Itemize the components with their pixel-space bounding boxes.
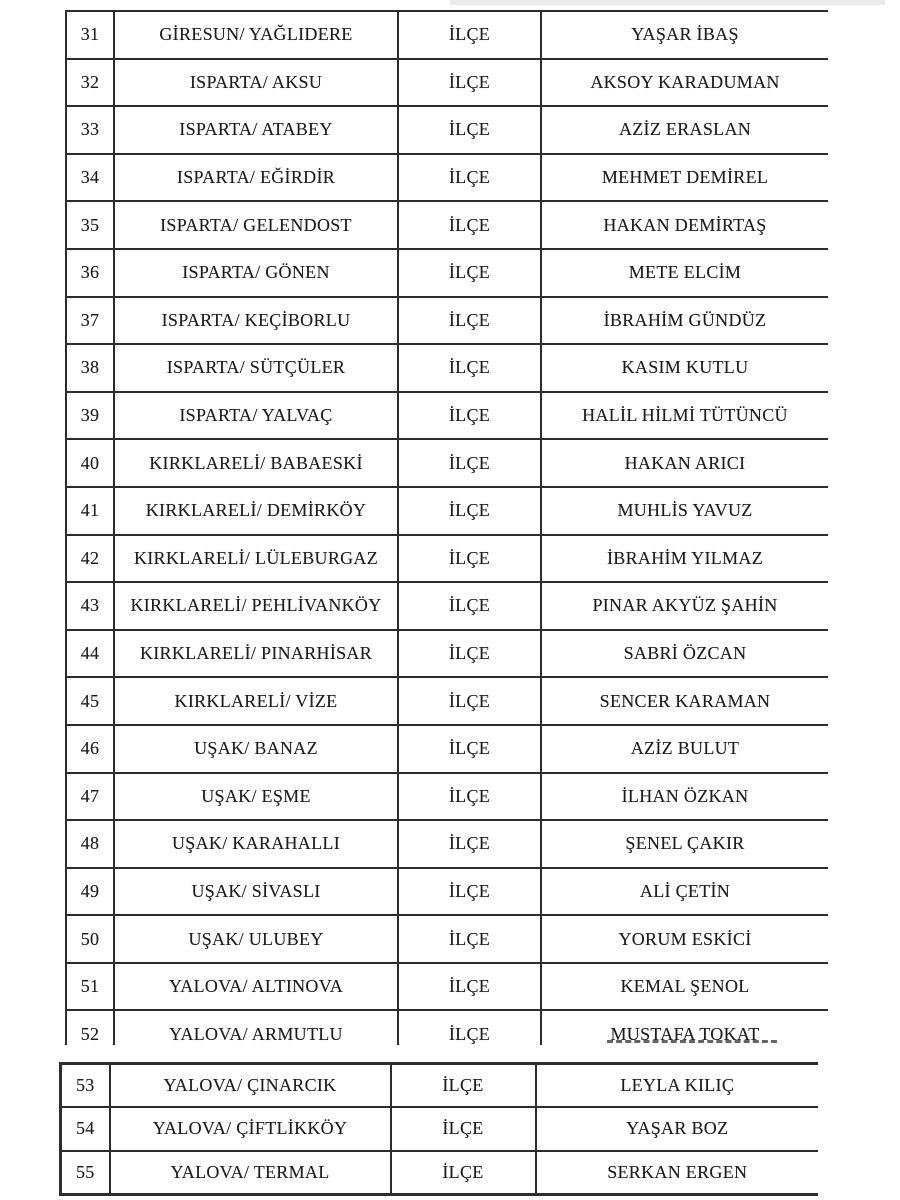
- cell-name: YORUM ESKİCİ: [541, 915, 828, 963]
- cell-name: SENCER KARAMAN: [541, 677, 828, 725]
- cell-no: 36: [66, 249, 114, 297]
- cell-type: İLÇE: [398, 963, 541, 1011]
- cell-type: İLÇE: [398, 820, 541, 868]
- district-table-upper: [65, 10, 828, 1045]
- table-row: [66, 582, 828, 630]
- cell-type: İLÇE: [398, 535, 541, 583]
- cell-location: KIRKLARELİ/ DEMİRKÖY: [114, 487, 398, 535]
- district-table-lower-body: [61, 1064, 819, 1195]
- cell-location: KIRKLARELİ/ PEHLİVANKÖY: [114, 582, 398, 630]
- cell-location: KIRKLARELİ/ PINARHİSAR: [114, 630, 398, 678]
- cell-location: KIRKLARELİ/ VİZE: [114, 677, 398, 725]
- cell-location: KIRKLARELİ/ BABAESKİ: [114, 439, 398, 487]
- table-row: [66, 106, 828, 154]
- cell-name: HAKAN ARICI: [541, 439, 828, 487]
- table-row: [66, 59, 828, 107]
- cell-type: İLÇE: [398, 201, 541, 249]
- cell-location: UŞAK/ SİVASLI: [114, 868, 398, 916]
- cell-location: YALOVA/ ÇİFTLİKKÖY: [110, 1107, 391, 1151]
- cell-type: İLÇE: [398, 487, 541, 535]
- cell-name: AZİZ BULUT: [541, 725, 828, 773]
- table-row: [66, 344, 828, 392]
- cell-no: 52: [66, 1010, 114, 1045]
- cell-name: MUHLİS YAVUZ: [541, 487, 828, 535]
- cell-name: YAŞAR İBAŞ: [541, 11, 828, 59]
- cell-type: İLÇE: [398, 915, 541, 963]
- district-table-lower: [59, 1062, 818, 1196]
- cell-no: 43: [66, 582, 114, 630]
- cell-name: ALİ ÇETİN: [541, 868, 828, 916]
- cell-name: KEMAL ŞENOL: [541, 963, 828, 1011]
- cell-type: İLÇE: [398, 154, 541, 202]
- cell-name: İBRAHİM GÜNDÜZ: [541, 297, 828, 345]
- cell-no: 55: [61, 1151, 110, 1195]
- cell-name: İLHAN ÖZKAN: [541, 773, 828, 821]
- cell-location: ISPARTA/ GELENDOST: [114, 201, 398, 249]
- cell-no: 46: [66, 725, 114, 773]
- cell-no: 40: [66, 439, 114, 487]
- cell-no: 39: [66, 392, 114, 440]
- cell-location: UŞAK/ EŞME: [114, 773, 398, 821]
- cell-type: İLÇE: [391, 1151, 536, 1195]
- cell-name: HAKAN DEMİRTAŞ: [541, 201, 828, 249]
- table-row: [66, 297, 828, 345]
- table-row: [61, 1107, 819, 1151]
- cell-location: ISPARTA/ SÜTÇÜLER: [114, 344, 398, 392]
- cell-type: İLÇE: [398, 344, 541, 392]
- cell-no: 35: [66, 201, 114, 249]
- cell-location: YALOVA/ ÇINARCIK: [110, 1064, 391, 1108]
- cell-location: ISPARTA/ ATABEY: [114, 106, 398, 154]
- table-row: [66, 820, 828, 868]
- table-row: [66, 487, 828, 535]
- district-table-upper-wrapper: [65, 10, 828, 1045]
- cell-type: İLÇE: [398, 249, 541, 297]
- scan-artifact-band: [450, 0, 885, 5]
- cell-no: 51: [66, 963, 114, 1011]
- table-row: [66, 392, 828, 440]
- cell-name: YAŞAR BOZ: [536, 1107, 819, 1151]
- table-row: [66, 868, 828, 916]
- cell-no: 47: [66, 773, 114, 821]
- cell-name: AZİZ ERASLAN: [541, 106, 828, 154]
- cell-no: 41: [66, 487, 114, 535]
- cell-type: İLÇE: [398, 11, 541, 59]
- cell-location: ISPARTA/ YALVAÇ: [114, 392, 398, 440]
- cell-name: AKSOY KARADUMAN: [541, 59, 828, 107]
- cell-location: YALOVA/ ARMUTLU: [114, 1010, 398, 1045]
- table-row: [66, 11, 828, 59]
- table-row: [66, 439, 828, 487]
- table-row: [66, 915, 828, 963]
- scan-artifact-dashes: [607, 1040, 777, 1043]
- cell-type: İLÇE: [398, 297, 541, 345]
- cell-type: İLÇE: [398, 773, 541, 821]
- cell-no: 45: [66, 677, 114, 725]
- cell-no: 49: [66, 868, 114, 916]
- district-table-lower-wrapper: [59, 1062, 818, 1199]
- cell-type: İLÇE: [398, 677, 541, 725]
- cell-name: İBRAHİM YILMAZ: [541, 535, 828, 583]
- cell-location: YALOVA/ ALTINOVA: [114, 963, 398, 1011]
- cell-no: 50: [66, 915, 114, 963]
- cell-no: 32: [66, 59, 114, 107]
- cell-location: KIRKLARELİ/ LÜLEBURGAZ: [114, 535, 398, 583]
- table-row: [61, 1151, 819, 1195]
- table-row: [66, 630, 828, 678]
- cell-no: 44: [66, 630, 114, 678]
- cell-no: 54: [61, 1107, 110, 1151]
- cell-name: PINAR AKYÜZ ŞAHİN: [541, 582, 828, 630]
- cell-name: LEYLA KILIÇ: [536, 1064, 819, 1108]
- cell-type: İLÇE: [391, 1107, 536, 1151]
- cell-type: İLÇE: [398, 439, 541, 487]
- cell-no: 38: [66, 344, 114, 392]
- district-table-upper-body: [66, 11, 828, 1045]
- cell-no: 48: [66, 820, 114, 868]
- table-row: [66, 725, 828, 773]
- cell-no: 31: [66, 11, 114, 59]
- cell-type: İLÇE: [398, 582, 541, 630]
- cell-location: UŞAK/ BANAZ: [114, 725, 398, 773]
- table-row: [66, 249, 828, 297]
- cell-name: HALİL HİLMİ TÜTÜNCÜ: [541, 392, 828, 440]
- cell-no: 37: [66, 297, 114, 345]
- cell-location: ISPARTA/ KEÇİBORLU: [114, 297, 398, 345]
- cell-name: SERKAN ERGEN: [536, 1151, 819, 1195]
- cell-type: İLÇE: [391, 1064, 536, 1108]
- cell-type: İLÇE: [398, 1010, 541, 1045]
- cell-name: MEHMET DEMİREL: [541, 154, 828, 202]
- cell-no: 42: [66, 535, 114, 583]
- cell-type: İLÇE: [398, 868, 541, 916]
- table-row: [66, 154, 828, 202]
- cell-location: ISPARTA/ AKSU: [114, 59, 398, 107]
- table-row: [66, 535, 828, 583]
- cell-name: METE ELCİM: [541, 249, 828, 297]
- cell-name: MUSTAFA TOKAT: [541, 1010, 828, 1045]
- cell-location: UŞAK/ ULUBEY: [114, 915, 398, 963]
- table-row: [66, 201, 828, 249]
- cell-location: ISPARTA/ EĞİRDİR: [114, 154, 398, 202]
- table-row: [66, 963, 828, 1011]
- cell-no: 34: [66, 154, 114, 202]
- cell-type: İLÇE: [398, 725, 541, 773]
- cell-location: GİRESUN/ YAĞLIDERE: [114, 11, 398, 59]
- cell-location: YALOVA/ TERMAL: [110, 1151, 391, 1195]
- cell-type: İLÇE: [398, 59, 541, 107]
- cell-location: UŞAK/ KARAHALLI: [114, 820, 398, 868]
- cell-name: SABRİ ÖZCAN: [541, 630, 828, 678]
- table-row: [66, 773, 828, 821]
- cell-name: ŞENEL ÇAKIR: [541, 820, 828, 868]
- cell-no: 53: [61, 1064, 110, 1108]
- cell-location: ISPARTA/ GÖNEN: [114, 249, 398, 297]
- cell-type: İLÇE: [398, 392, 541, 440]
- table-row: [66, 677, 828, 725]
- cell-no: 33: [66, 106, 114, 154]
- table-row: [61, 1064, 819, 1108]
- cell-type: İLÇE: [398, 106, 541, 154]
- cell-type: İLÇE: [398, 630, 541, 678]
- cell-name: KASIM KUTLU: [541, 344, 828, 392]
